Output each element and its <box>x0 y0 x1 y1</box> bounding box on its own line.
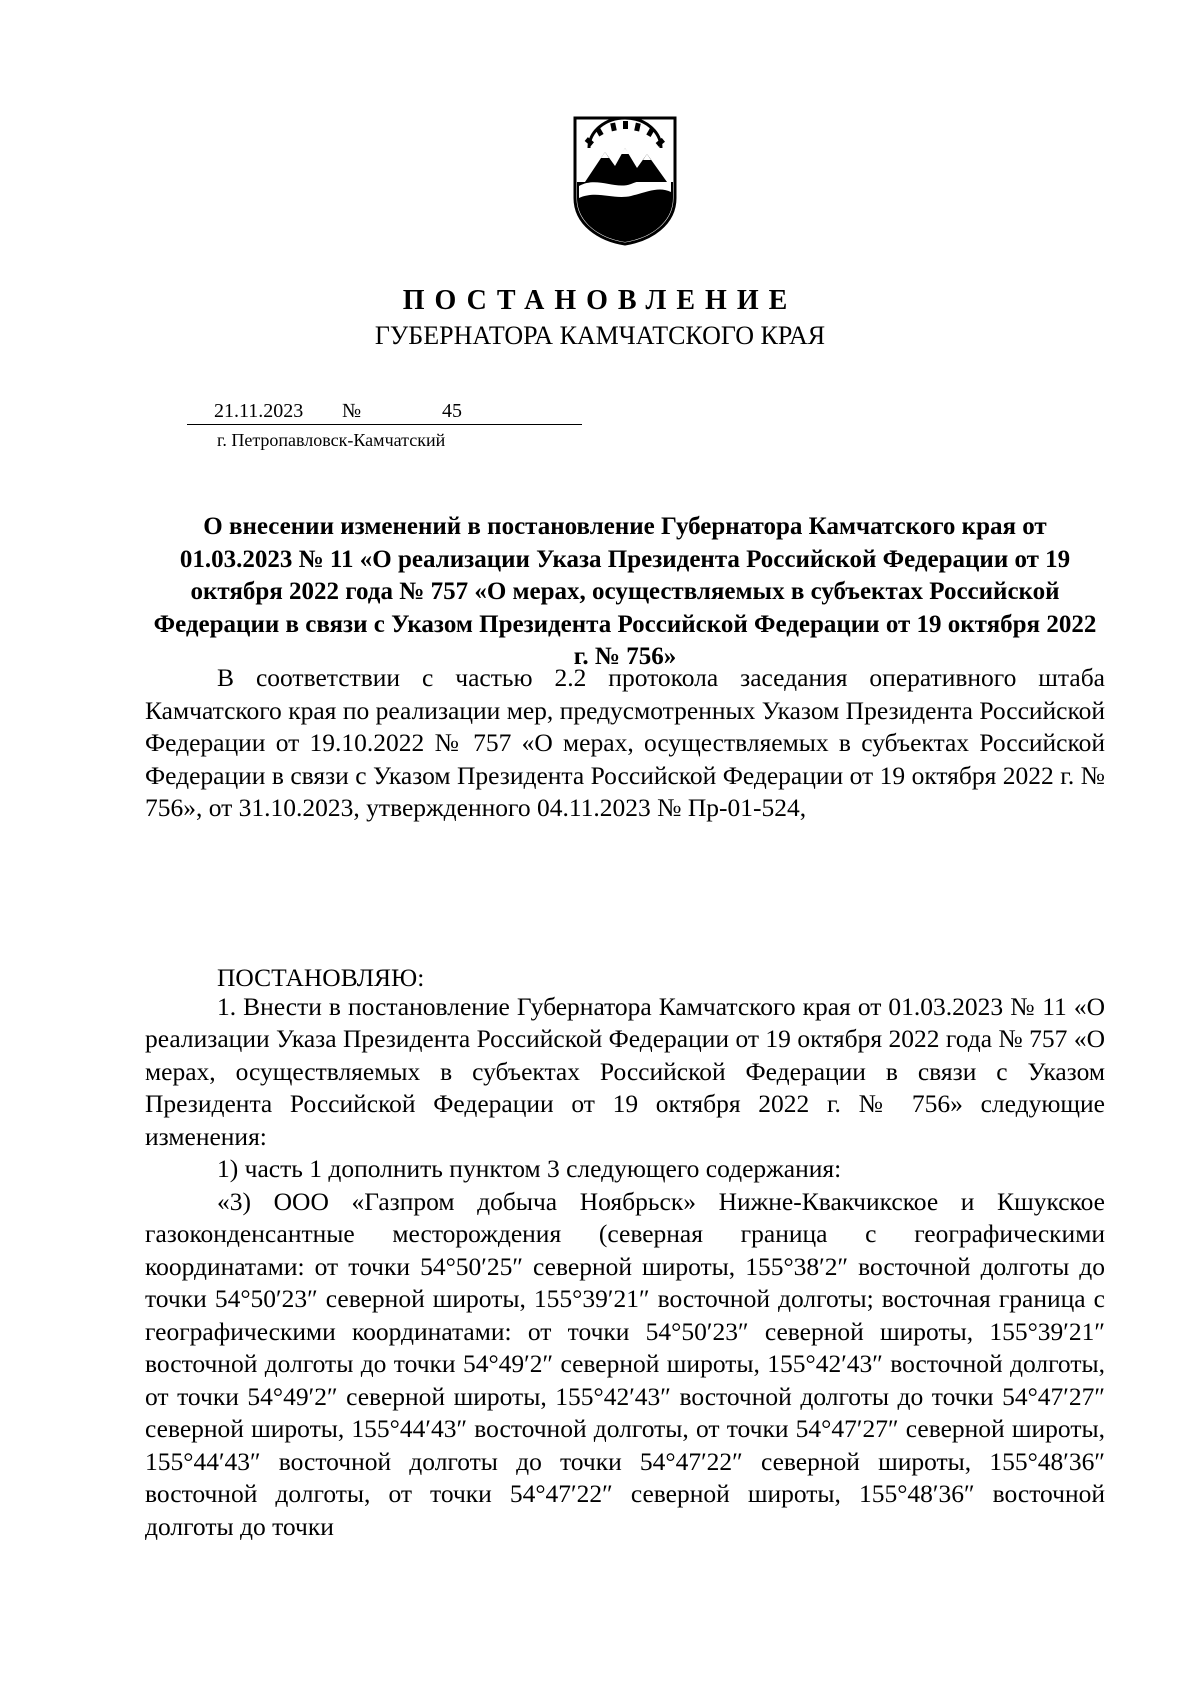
decree-word: ПОСТАНОВЛЯЮ: <box>217 963 425 992</box>
document-number: 45 <box>442 400 462 422</box>
preamble-paragraph: В соответствии с частью 2.2 протокола заседания оперативного штаба Камчатского края по реализации мер, предусмотренных Указом Президента Российской Федерации от 19.10.2022 № 757 «О мерах, осуществляемых в субъектах Российской Федерации в связи с Указом Президента Российской Федерации от 19 октября 2022 г. № 756», от 31.10.2023, утвержденного 04.11.2023 № Пр-01-524, <box>145 663 1105 822</box>
document-type-heading: ПОСТАНОВЛЕНИЕ <box>402 285 798 316</box>
date-number-line <box>187 398 582 425</box>
paragraph-subitem-1: 1) часть 1 дополнить пунктом 3 следующего содержания: <box>217 1154 842 1183</box>
preamble-block <box>145 662 1105 825</box>
main-body <box>145 958 1105 1543</box>
document-title: О внесении изменений в постановление Губернатора Камчатского края от 01.03.2023 № 11 «О реализации Указа Президента Российской Федерации от 19 октября 2022 года № 757 «О мерах, осуществляемых в субъектах Российской Федерации в связи с Указом Президента Российской Федерации от 19 октября 2022 г. № 756» <box>153 513 1097 670</box>
coat-of-arms-emblem <box>571 112 679 246</box>
paragraph-subitem-3-text: «3) ООО «Газпром добыча Ноябрьск» Нижне-Квакчикское и Кшукское газоконденсантные месторождения (северная граница с географическими координатами: от точки 54°50′25″ северной широты, 155°38′2″ восточной долготы до точки 54°50′23″ северной широты, 155°39′21″ восточной долготы; восточная граница с географическими координатами: от точки 54°50′23″ северной широты, 155°39′21″ восточной долготы до точки 54°49′2″ северной широты, 155°42′43″ восточной долготы, от точки 54°49′2″ северной широты, 155°42′43″ восточной долготы до точки 54°47′27″ северной широты, 155°44′43″ восточной долготы, от точки 54°47′27″ северной широты, 155°44′43″ восточной долготы до точки 54°47′22″ северной широты, 155°48′36″ восточной долготы, от точки 54°47′22″ северной широты, 155°48′36″ восточной долготы до точки <box>145 1186 1105 1541</box>
paragraph-item-1: 1. Внести в постановление Губернатора Камчатского края от 01.03.2023 № 11 «О реализации Указа Президента Российской Федерации от 19 октября 2022 года № 757 «О мерах, осуществляемых в субъектах Российской Федерации в связи с Указом Президента Российской Федерации от 19 октября 2022 г. № 756» следующие изменения: <box>145 991 1105 1151</box>
document-date: 21.11.2023 <box>214 400 304 422</box>
number-label: № <box>342 400 362 422</box>
issue-city: г. Петропавловск-Камчатский <box>217 430 446 450</box>
issuing-authority: ГУБЕРНАТОРА КАМЧАТСКОГО КРАЯ <box>374 321 826 350</box>
